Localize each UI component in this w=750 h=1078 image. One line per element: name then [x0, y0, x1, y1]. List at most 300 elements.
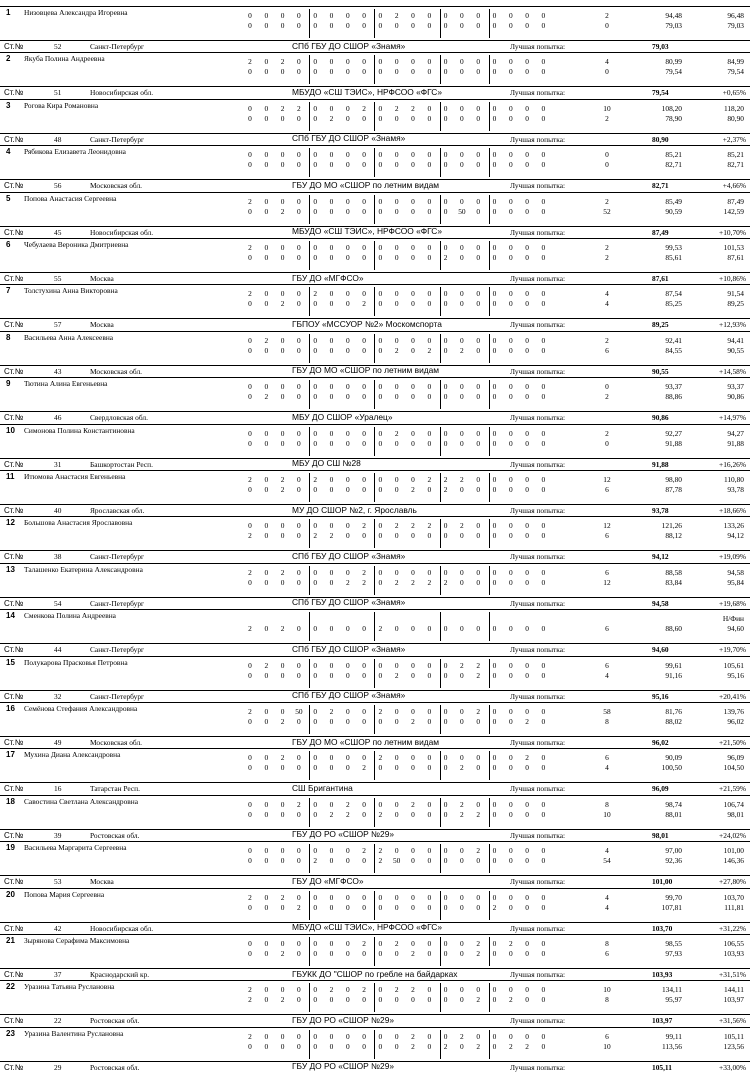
gate-penalty: 2: [248, 1031, 252, 1041]
gate-penalty: 0: [345, 949, 350, 958]
gate-penalty: 0: [378, 392, 383, 402]
gate-penalty: 2: [460, 521, 464, 531]
penalty-sum: 6: [605, 624, 609, 634]
penalty-sum: 6: [605, 1031, 609, 1041]
gate-penalty: 0: [280, 160, 285, 170]
gate-penalty: 0: [525, 196, 529, 206]
best-attempt-label: Лучшая попытка:: [510, 691, 566, 701]
start-number: 38: [54, 552, 62, 562]
gate-penalty: 0: [378, 67, 383, 77]
athlete-block: [0, 934, 750, 980]
gate-penalty: 0: [443, 335, 448, 345]
penalty-sum: 12: [603, 521, 611, 531]
athlete-club: МБУДО «СШ ТЭИС», НРФСОО «ФГС»: [292, 922, 442, 933]
gate-penalty: 0: [264, 753, 269, 763]
behind-percent: +20,41%: [719, 691, 746, 701]
gate-penalty: 2: [313, 531, 318, 541]
gate-penalty: 0: [248, 856, 252, 866]
gate-penalty: 0: [394, 995, 399, 1005]
gate-penalty: 2: [329, 707, 334, 716]
gate-penalty: 0: [297, 243, 301, 252]
run-time: 93,37: [665, 382, 682, 392]
run-total: 94,60: [727, 624, 744, 634]
gate-penalty: 0: [264, 113, 269, 123]
athlete-club: ГБУ ДО МО «СШОР по летним видам: [292, 736, 440, 747]
gate-penalty: 2: [248, 57, 252, 67]
gate-penalty: 0: [443, 160, 448, 170]
gate-penalty: 2: [280, 892, 285, 902]
gate-penalty: 0: [541, 856, 546, 866]
gate-penalty: 0: [345, 345, 350, 355]
gate-penalty: 0: [264, 243, 269, 252]
gate-penalty: 2: [280, 299, 285, 309]
best-attempt-label: Лучшая попытка:: [510, 506, 566, 515]
run-total: 144,11: [723, 985, 744, 995]
gate-penalty: 0: [508, 809, 513, 819]
gate-penalty: 0: [280, 856, 285, 866]
athlete-region: Санкт-Петербург: [90, 691, 145, 701]
gate-penalty: 0: [541, 160, 546, 170]
gate-penalty: 0: [394, 160, 399, 170]
gate-penalty: 0: [264, 103, 269, 113]
gate-penalty: 0: [394, 753, 399, 763]
gate-penalty: 2: [411, 949, 415, 958]
gate-penalty: 0: [280, 345, 285, 355]
gate-penalty: 50: [392, 856, 401, 866]
gate-penalty: 0: [248, 392, 252, 402]
gate-penalty: 0: [492, 243, 497, 252]
gate-penalty: 2: [460, 345, 464, 355]
run-total: 93,37: [727, 382, 744, 392]
gate-penalty: 0: [329, 335, 334, 345]
gate-penalty: 2: [460, 799, 464, 809]
gate-penalty: 2: [280, 995, 285, 1005]
row-divider: [0, 563, 750, 564]
gate-penalty: 0: [508, 670, 513, 680]
gate-penalty: 0: [394, 763, 399, 773]
gate-penalty: 2: [525, 1041, 529, 1051]
behind-percent: +31,51%: [719, 970, 746, 979]
behind-percent: +27,80%: [719, 877, 746, 887]
gate-penalty: 0: [443, 717, 448, 726]
gate-penalty: 0: [297, 660, 301, 670]
gate-penalty: 0: [345, 103, 350, 113]
row-divider: [0, 656, 750, 657]
gate-penalty: 0: [541, 531, 546, 541]
run-total: 106,55: [723, 939, 744, 948]
gate-penalty: 0: [411, 660, 415, 670]
gate-penalty: 0: [541, 392, 546, 402]
gate-penalty: 0: [248, 521, 252, 531]
gate-penalty: 0: [345, 846, 350, 856]
start-number-label: Ст.№: [4, 459, 24, 469]
athlete-place: 17: [6, 750, 15, 760]
gate-penalty: 0: [411, 11, 415, 20]
best-attempt-label: Лучшая попытка:: [510, 1016, 566, 1026]
gate-penalty: 0: [394, 206, 399, 216]
gate-penalty: 0: [492, 892, 497, 902]
best-attempt-label: Лучшая попытка:: [510, 134, 566, 144]
start-number: 54: [54, 598, 62, 608]
gate-penalty: 0: [264, 253, 269, 262]
athlete-club: ГБУ ДО МО «СШОР по летним видам: [292, 179, 440, 190]
gate-penalty: 2: [411, 1031, 415, 1041]
run-time: 94,48: [665, 11, 682, 20]
gate-penalty: 0: [411, 428, 415, 438]
gate-penalty: 0: [394, 253, 399, 262]
gate-penalty: 0: [313, 21, 318, 30]
gate-penalty: 0: [280, 1041, 285, 1051]
gate-penalty: 0: [476, 345, 481, 355]
gate-penalty: 0: [264, 799, 269, 809]
best-attempt-time: 96,09: [652, 784, 669, 794]
gate-penalty: 0: [394, 949, 399, 958]
gate-penalty: 0: [476, 21, 481, 30]
gate-penalty: 0: [313, 707, 318, 716]
run-time: 99,11: [665, 1031, 682, 1041]
gate-penalty: 0: [345, 392, 350, 402]
gate-penalty: 2: [394, 103, 399, 113]
gate-penalty: 0: [411, 289, 415, 299]
athlete-region: Новосибирская обл.: [90, 923, 154, 933]
gate-penalty: 0: [248, 428, 252, 438]
gate-penalty: 2: [460, 809, 464, 819]
best-attempt-time: 89,25: [652, 320, 669, 330]
gate-penalty: 0: [492, 113, 497, 123]
gate-penalty: 0: [329, 243, 334, 252]
run-time: 88,58: [665, 567, 682, 577]
gate-penalty: 0: [345, 475, 350, 484]
behind-percent: +10,70%: [719, 227, 746, 237]
run-total: 82,71: [727, 160, 744, 170]
penalty-sum: 4: [605, 299, 609, 309]
athlete-region: Санкт-Петербург: [90, 42, 145, 51]
best-attempt-time: 90,55: [652, 366, 669, 376]
gate-penalty: 0: [378, 21, 383, 30]
gate-penalty: 0: [297, 392, 301, 402]
athlete-club: МБУДО «СШ ТЭИС», НРФСОО «ФГС»: [292, 226, 442, 237]
gate-penalty: 0: [460, 939, 464, 948]
gate-penalty: 0: [476, 799, 481, 809]
gate-penalty: 0: [492, 707, 497, 716]
gate-penalty: 0: [329, 856, 334, 866]
athlete-name: Мухина Диана Александровна: [24, 750, 121, 760]
penalty-sum: 2: [605, 11, 609, 20]
gate-penalty: 0: [541, 345, 546, 355]
run-total: 94,27: [727, 428, 744, 438]
gate-penalty: 0: [411, 345, 415, 355]
penalty-sum: 4: [605, 892, 609, 902]
athlete-place: 9: [6, 379, 11, 389]
gate-penalty: 0: [378, 335, 383, 345]
gate-penalty: 0: [443, 428, 448, 438]
gate-penalty: 0: [345, 902, 350, 912]
athlete-region: Санкт-Петербург: [90, 134, 145, 144]
gate-penalty: 0: [427, 753, 432, 763]
penalty-sum: 12: [603, 475, 611, 484]
best-attempt-time: 80,90: [652, 134, 669, 144]
gate-penalty: 0: [313, 438, 318, 448]
gate-penalty: 0: [264, 57, 269, 67]
gate-penalty: 0: [394, 475, 399, 484]
gate-penalty: 0: [460, 21, 464, 30]
gate-penalty: 0: [313, 577, 318, 587]
gate-penalty: 0: [492, 1041, 497, 1051]
gate-penalty: 0: [460, 196, 464, 206]
gate-penalty: 0: [492, 150, 497, 160]
run-total: 139,76: [723, 707, 744, 716]
gate-penalty: 0: [264, 717, 269, 726]
gate-penalty: 0: [362, 799, 366, 809]
gate-penalty: 0: [476, 299, 481, 309]
run-total: 95,16: [727, 670, 744, 680]
gate-penalty: 0: [248, 753, 252, 763]
gate-penalty: 0: [427, 11, 432, 20]
penalty-sum: 4: [605, 902, 609, 912]
gate-penalty: 0: [476, 243, 481, 252]
gate-penalty: 0: [525, 299, 529, 309]
run-total: 118,20: [723, 103, 744, 113]
gate-penalty: 0: [313, 717, 318, 726]
gate-penalty: 2: [362, 846, 366, 856]
athlete-name: Рогова Кира Романовна: [24, 100, 99, 110]
gate-penalty: 0: [329, 763, 334, 773]
gate-penalty: 2: [362, 567, 366, 577]
gate-penalty: 2: [280, 206, 285, 216]
run-time: 98,74: [665, 799, 682, 809]
gate-penalty: 0: [264, 567, 269, 577]
gate-penalty: 0: [443, 809, 448, 819]
gate-penalty: 0: [492, 21, 497, 30]
penalty-sum: 58: [603, 707, 611, 716]
athlete-club: ГБУ ДО РО «СШОР №29»: [292, 1061, 395, 1072]
best-attempt-time: 82,71: [652, 181, 669, 191]
row-divider: [0, 284, 750, 285]
gate-penalty: 0: [280, 1031, 285, 1041]
gate-penalty: 0: [460, 428, 464, 438]
gate-penalty: 0: [297, 1031, 301, 1041]
gate-penalty: 0: [443, 392, 448, 402]
gate-penalty: 2: [508, 939, 513, 948]
gate-penalty: 0: [460, 103, 464, 113]
gate-penalty: 0: [476, 624, 481, 634]
athlete-block: [0, 331, 750, 377]
gate-penalty: 0: [297, 428, 301, 438]
gate-penalty: 2: [394, 939, 399, 948]
gate-penalty: 0: [362, 1031, 366, 1041]
gate-penalty: 0: [313, 392, 318, 402]
row-divider: [0, 470, 750, 471]
penalty-sum: 2: [605, 113, 609, 123]
gate-penalty: 0: [443, 103, 448, 113]
gate-penalty: 0: [329, 21, 334, 30]
gate-penalty: 0: [378, 289, 383, 299]
best-attempt-label: Лучшая попытка:: [510, 459, 566, 469]
gate-penalty: 0: [525, 660, 529, 670]
gate-penalty: 0: [460, 113, 464, 123]
gate-penalty: 2: [248, 707, 252, 716]
gate-penalty: 0: [492, 531, 497, 541]
gate-penalty: 0: [313, 57, 318, 67]
gate-penalty: 0: [394, 21, 399, 30]
gate-penalty: 0: [508, 57, 513, 67]
gate-penalty: 2: [443, 485, 448, 494]
gate-penalty: 0: [345, 521, 350, 531]
run-time: 90,59: [665, 206, 682, 216]
gate-penalty: 0: [297, 21, 301, 30]
athlete-place: 22: [6, 982, 15, 992]
gate-penalty: 0: [264, 939, 269, 948]
gate-penalty: 0: [460, 392, 464, 402]
gate-penalty: 0: [248, 150, 252, 160]
gate-penalty: 0: [297, 521, 301, 531]
gate-penalty: 0: [476, 392, 481, 402]
run-time: 82,71: [665, 160, 682, 170]
gate-penalty: 0: [313, 196, 318, 206]
gate-penalty: 0: [508, 196, 513, 206]
gate-penalty: 2: [427, 577, 432, 587]
gate-penalty: 2: [427, 521, 432, 531]
gate-penalty: 0: [329, 660, 334, 670]
gate-penalty: 0: [248, 299, 252, 309]
athlete-name: Якуба Полина Андреевна: [24, 54, 105, 64]
gate-penalty: 0: [280, 67, 285, 77]
gate-penalty: 0: [280, 428, 285, 438]
gate-penalty: 0: [476, 289, 481, 299]
gate-penalty: 0: [297, 345, 301, 355]
athlete-region: Свердловская обл.: [90, 413, 148, 423]
athlete-name: Низовцева Александра Игоревна: [24, 8, 128, 17]
best-attempt-label: Лучшая попытка:: [510, 227, 566, 237]
run-time: 88,60: [665, 624, 682, 634]
gate-penalty: 0: [525, 799, 529, 809]
gate-penalty: 0: [411, 567, 415, 577]
gate-penalty: 0: [525, 949, 529, 958]
best-attempt-label: Лучшая попытка:: [510, 877, 566, 887]
gate-penalty: 0: [476, 160, 481, 170]
gate-penalty: 0: [411, 753, 415, 763]
gate-penalty: 0: [508, 382, 513, 392]
gate-penalty: 0: [427, 113, 432, 123]
run-time: 121,26: [661, 521, 682, 531]
athlete-name: Уразина Валентина Руслановна: [24, 1028, 124, 1038]
gate-penalty: 0: [394, 902, 399, 912]
gate-penalty: 0: [492, 1031, 497, 1041]
gate-penalty: 0: [508, 902, 513, 912]
gate-penalty: 0: [248, 902, 252, 912]
run-total: 84,99: [727, 57, 744, 67]
gate-penalty: 0: [329, 485, 334, 494]
behind-percent: +31,56%: [719, 1016, 746, 1026]
gate-penalty: 0: [297, 567, 301, 577]
gate-penalty: 0: [264, 624, 269, 634]
gate-penalty: 0: [394, 196, 399, 206]
gate-penalty: 2: [248, 567, 252, 577]
gate-penalty: 0: [508, 1031, 513, 1041]
penalty-sum: 8: [605, 995, 609, 1005]
gate-penalty: 0: [508, 253, 513, 262]
gate-penalty: 0: [329, 670, 334, 680]
gate-penalty: 0: [427, 892, 432, 902]
behind-percent: +21,50%: [719, 738, 746, 747]
gate-penalty: 0: [541, 475, 546, 484]
gate-penalty: 0: [313, 103, 318, 113]
athlete-region: Московская обл.: [90, 181, 142, 191]
gate-penalty: 2: [394, 11, 399, 20]
gate-penalty: 0: [264, 531, 269, 541]
run-time: 79,03: [665, 21, 682, 30]
gate-penalty: 0: [508, 856, 513, 866]
gate-penalty: 0: [297, 57, 301, 67]
gate-penalty: 0: [460, 160, 464, 170]
gate-penalty: 0: [280, 763, 285, 773]
row-divider: [0, 377, 750, 378]
athlete-region: Ростовская обл.: [90, 830, 140, 840]
gate-penalty: 0: [525, 577, 529, 587]
athlete-place: 7: [6, 286, 11, 296]
gate-penalty: 0: [541, 892, 546, 902]
gate-penalty: 0: [362, 289, 366, 299]
penalty-sum: 0: [605, 150, 609, 160]
gate-penalty: 0: [427, 67, 432, 77]
gate-penalty: 0: [248, 253, 252, 262]
gate-penalty: 0: [264, 902, 269, 912]
best-attempt-time: 103,93: [652, 970, 673, 979]
gate-penalty: 0: [394, 382, 399, 392]
gate-penalty: 2: [411, 485, 415, 494]
behind-percent: +14,97%: [719, 413, 746, 423]
gate-penalty: 0: [492, 985, 497, 995]
athlete-club: СШ Бригантина: [292, 782, 353, 793]
run-time: 100,50: [661, 763, 682, 773]
gate-penalty: 0: [492, 428, 497, 438]
gate-penalty: 2: [378, 856, 383, 866]
gate-penalty: 0: [248, 763, 252, 773]
athlete-block: [0, 145, 750, 191]
gate-penalty: 0: [362, 206, 366, 216]
gate-penalty: 0: [525, 392, 529, 402]
gate-penalty: 2: [476, 809, 481, 819]
start-number-label: Ст.№: [4, 320, 24, 330]
gate-penalty: 2: [411, 985, 415, 995]
gate-penalty: 0: [248, 939, 252, 948]
athlete-name: Попова Мария Сергеевна: [24, 889, 105, 899]
athlete-name: Толстухина Анна Викторовна: [24, 286, 118, 296]
gate-penalty: 0: [427, 995, 432, 1005]
gate-penalty: 0: [541, 577, 546, 587]
gate-penalty: 0: [541, 995, 546, 1005]
gate-penalty: 0: [313, 1031, 318, 1041]
gate-penalty: 0: [362, 67, 366, 77]
start-number-label: Ст.№: [4, 366, 24, 376]
best-attempt-label: Лучшая попытка:: [510, 42, 566, 51]
gate-penalty: 0: [297, 939, 301, 948]
behind-percent: +18,66%: [719, 506, 746, 515]
gate-penalty: 0: [313, 809, 318, 819]
gate-penalty: 0: [525, 1031, 529, 1041]
gate-penalty: 2: [280, 949, 285, 958]
gate-penalty: 0: [329, 475, 334, 484]
gate-penalty: 0: [280, 196, 285, 206]
gate-penalty: 0: [362, 335, 366, 345]
gate-penalty: 0: [427, 243, 432, 252]
athlete-block: [0, 656, 750, 702]
gate-penalty: 2: [476, 1041, 481, 1051]
gate-penalty: 0: [541, 150, 546, 160]
penalty-sum: 2: [605, 243, 609, 252]
gate-penalty: 0: [427, 103, 432, 113]
gate-penalty: 0: [443, 995, 448, 1005]
